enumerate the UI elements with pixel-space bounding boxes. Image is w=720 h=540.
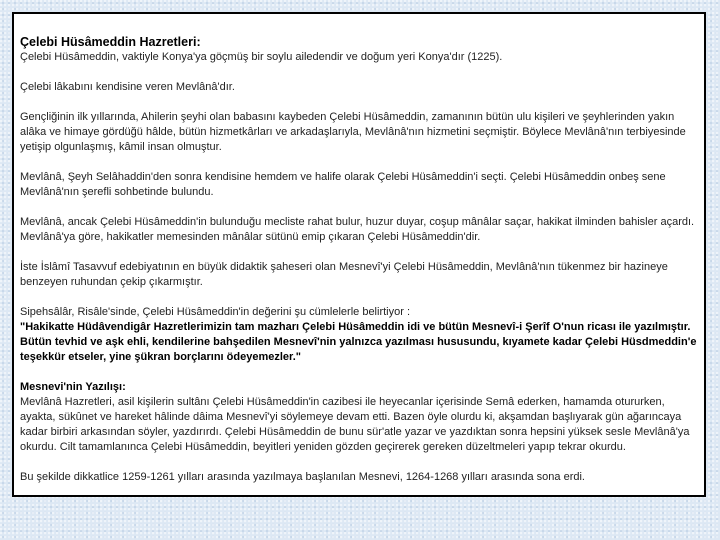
paragraph-dates: Bu şekilde dikkatlice 1259-1261 yılları arasında yazılmaya başlanılan Mesnevi, 1264-1268 yılları arasında sona erdi. xyxy=(20,471,585,483)
text-panel xyxy=(12,12,706,497)
paragraph-birth: Çelebi Hüsâmeddin, vaktiyle Konya'ya göçmüş bir soylu ailedendir ve doğum yeri Konya'dır (1225). xyxy=(20,51,503,63)
page-title: Çelebi Hüsâmeddin Hazretleri: xyxy=(20,35,201,49)
paragraph-title-origin: Çelebi lâkabını kendisine veren Mevlânâ'dır. xyxy=(20,81,235,93)
paragraph-gathering: Mevlânâ, ancak Çelebi Hüsâmeddin'in bulunduğu mecliste rahat bulur, huzur duyar, coşup mânâlar saçar, hakikat ilminden bahisler açardı. Mevlânâ'ya göre, hakikatler memesinden mânâlar sütünü emip çıkaran Çelebi Hüsâmeddin'dir. xyxy=(20,216,695,243)
paragraph-youth: Gençliğinin ilk yıllarında, Ahilerin şeyhi olan babasını kaybeden Çelebi Hüsâmeddin, zamanının bütün ulu kişileri ve şeyhlerinden yakın alâka ve himaye gördüğü hâlde, bütün hizmetkârları ve arkadaşlarıyla, Mevlânâ'nın hizmetini seçmiştir. Böylece Mevlânâ'nın terbiyesinde yetişip olgunlaşmış, kâmil insan olmuştur. xyxy=(20,111,686,153)
paragraph-successor: Mevlânâ, Şeyh Selâhaddin'den sonra kendisine hemdem ve halife olarak Çelebi Hüsâmeddin'i seçti. Çelebi Hüsâmeddin onbeş sene Mevlânâ'nın şerefli sohbetinde bulundu. xyxy=(20,171,666,198)
section-heading-writing: Mesnevi'nin Yazılışı: xyxy=(20,381,126,393)
paragraph-quote-intro: Sipehsâlâr, Risâle'sinde, Çelebi Hüsâmeddin'in değerini şu cümlelerle belirtiyor : xyxy=(20,306,411,318)
paragraph-mesnevi: İste İslâmî Tasavvuf edebiyatının en büyük didaktik şaheseri olan Mesnevî'yi Çelebi Hüsâmeddin, Mevlânâ'nın tükenmez bir hazineye benzeyen ruhundan çekip çıkarmıştır. xyxy=(20,261,668,288)
quote-block: "Hakikatte Hüdâvendigâr Hazretlerimizin tam mazharı Çelebi Hüsâmeddin idi ve bütün Mesnevî-i Şerîf O'nun ricası ile yazılmıştır. Bütün tevhid ve aşk ehli, kendilerine bahşedilen Mesnevî'nin yalnızca yazılması hususundu, kıyamete kadar Çelebi Hüsdmeddin'e teşekkür etseler, yine şükran borçlarını ödeyemezler." xyxy=(20,321,697,363)
paragraph-writing: Mevlânâ Hazretleri, asil kişilerin sultânı Çelebi Hüsâmeddin'in cazibesi ile heyecanlar içerisinde Semâ ederken, hamamda otururken, ayakta, sükûnet ve hareket hâlinde dâima Mesnevî'yi söylemeye devam etti. Bazen öyle olurdu ki, akşamdan başlıyarak gün ağarıncaya kadar birbiri arkasından söyler, yazdırırdı. Çelebi Hüsâmeddin de bunu sür'atle yazar ve yazdıktan sonra hepsini yüksek sesle Mevlânâ'ya okurdu. Cilt tamamlanınca Çelebi Hüsâmeddin, beyitleri yeniden gözden geçirerek gereken düzeltmeleri yapıp tekrar okurdu. xyxy=(20,396,690,453)
